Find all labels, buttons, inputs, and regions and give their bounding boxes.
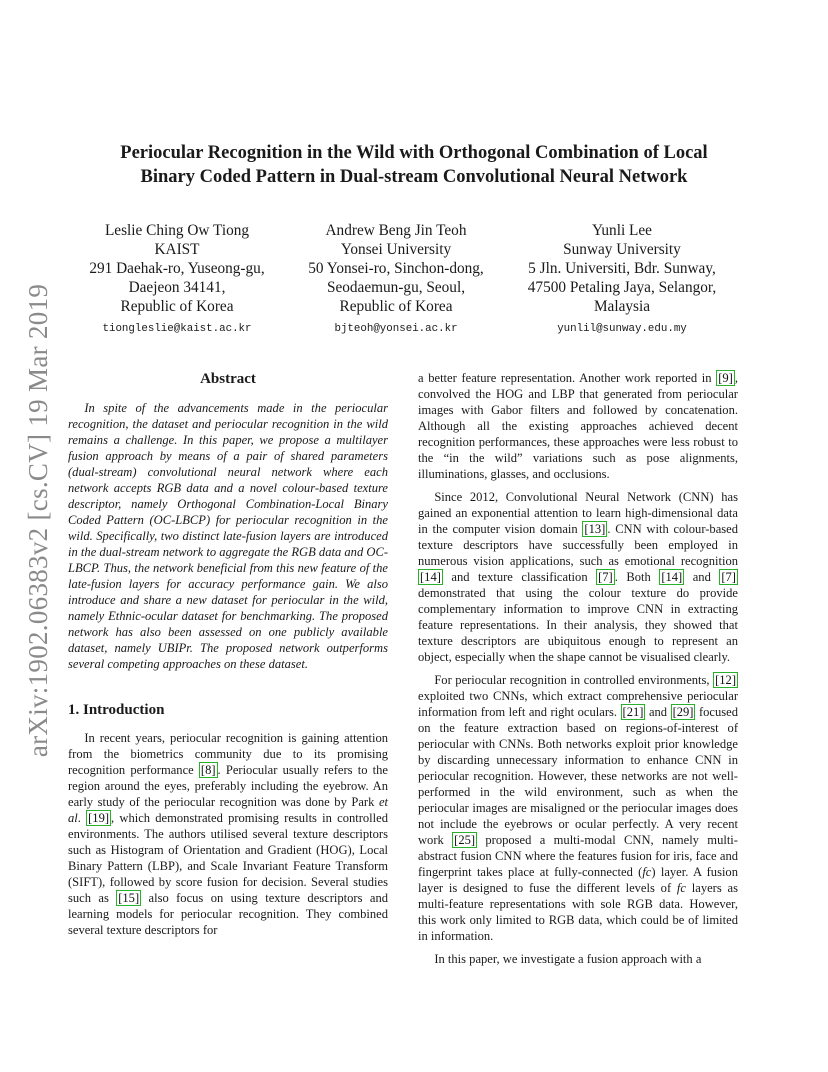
author-address: 291 Daehak-ro, Yuseong-gu, [89,260,265,277]
citation-link[interactable]: [19] [88,811,110,825]
body-paragraph: Since 2012, Convolutional Neural Network (CNN) has gained an exponential attention to learn high-dimensional data in the computer vision domain [13] . CNN with colour-based texture descriptors have successfully been employed in numerous vision applications, such as emotional recognition [14] and texture classification [7] . Both [14] and [7] demonstrated that using the colour texture do provide complementary information to improve CNN in extracting feature representations. In their analysis, they showed that texture descriptors are ubiquitous enough to represent an object, especially when the shape cannot be visualised clearly. [418,490,738,664]
author-address: 5 Jln. Universiti, Bdr. Sunway, [528,260,716,277]
author-affiliation: Yonsei University [340,241,452,258]
arxiv-id: arXiv:1902.06383v2 [cs.CV] 19 Mar 2019 [23,283,54,757]
citation-link[interactable]: [25] [454,833,476,847]
citation-link[interactable]: [13] [584,522,606,536]
abstract-heading: Abstract [200,371,256,387]
citation-link[interactable]: [7] [721,570,736,584]
body-paragraph: For periocular recognition in controlled environments, [12] exploited two CNNs, which extract comprehensive periocular information from left and right oculars. [21] and [29] focused on the feature extraction based on regions-of-interest of periocular with CNNs. Both networks exploit prior knowledge by discarding unnecessary information to enhance CNN in periocular recognition. However, these networks are not well-performed in the wild environment, such as when the periocular images are misaligned or the periocular images does not include the eyebrows or ocular perfectly. A very recent work [25] proposed a multi-modal CNN, namely multi-abstract fusion CNN where the features fusion for iris, face and fingerprint takes place at fully-connected (fc) layer. A fusion layer is designed to fuse the different levels of fc layers as multi-feature representations with sole RGB data. However, this work only limited to RGB data, which could be of limited in information. [418,673,739,943]
author-address: 47500 Petaling Jaya, Selangor, [527,279,717,296]
citation-link[interactable]: [14] [420,570,441,584]
author-address: Malaysia [593,298,651,315]
author-address: Daejeon 34141, [128,279,226,296]
author-block [276,221,516,336]
intro-paragraph: In recent years, periocular recognition is gaining attention from the biometrics community due to its promising recognition performance [8] . Periocular usually refers to the region around the eyes, preferably including the eyebrow. An early study of the periocular recognition was done by Park et al. [19] , which demonstrated promising results in controlled environments. The authors utilised several texture descriptors such as Histogram of Orientation and Gradient (HOG), Local Binary Pattern (LBP), and Scale Invariant Feature Transform (SIFT), followed by score fusion for decision. Several studies such as [15] also focus on using texture descriptors and learning models for periocular recognition. They combined several texture descriptors for [68,731,388,937]
arxiv-watermark [22,280,56,760]
citation-link[interactable]: [29] [672,705,694,719]
author-email: bjteoh@yonsei.ac.kr [334,323,458,335]
section-heading-introduction: 1. Introduction [68,702,165,718]
author-block [57,221,297,336]
author-email: yunlil@sunway.edu.my [557,323,687,335]
citation-link[interactable]: [21] [622,705,644,719]
author-name: Leslie Ching Ow Tiong [104,222,250,239]
title-line: Periocular Recognition in the Wild with Orthogonal Combination of Local [120,143,708,163]
right-column [418,370,738,967]
author-address: 50 Yonsei-ro, Sinchon-dong, [308,260,484,277]
title-line: Binary Coded Pattern in Dual-stream Convolutional Neural Network [140,167,688,187]
author-address: Republic of Korea [120,298,234,315]
paper-title [70,141,758,189]
left-column [68,370,388,938]
author-affiliation: Sunway University [563,241,681,258]
citation-link[interactable]: [14] [661,570,683,584]
citation-link[interactable]: [15] [118,891,140,905]
citation-link[interactable]: [8] [200,763,216,777]
citation-link[interactable]: [7] [598,570,613,584]
author-address: Republic of Korea [339,298,453,315]
citation-link[interactable]: [9] [718,371,733,385]
citation-link[interactable]: [12] [715,673,736,687]
author-block [502,221,742,336]
author-address: Seodaemun-gu, Seoul, [326,279,466,296]
body-paragraph: a better feature representation. Another work reported in [9] , convolved the HOG and LBP that generated from periocular images with Gabor filters and followed by concatenation. Although all the existing approaches achieved decent recognition performances, these approaches were less robust to the “in the wild” variations such as pose alignments, illuminations, glasses, and occlusions. [418,371,738,481]
author-name: Andrew Beng Jin Teoh [325,222,467,239]
author-affiliation: KAIST [154,241,200,258]
author-email: tiongleslie@kaist.ac.kr [102,323,252,335]
author-name: Yunli Lee [592,222,652,239]
abstract-text: In spite of the advancements made in the periocular recognition, the dataset and periocular recognition in the wild remains a challenge. In this paper, we propose a multilayer fusion approach by means of a pair of shared parameters (dual-stream) convolutional neural network where each network accepts RGB data and a novel colour-based texture descriptor, namely Orthogonal Combination-Local Binary Coded Pattern (OC-LBCP) for periocular recognition in the wild. Specifically, two distinct late-fusion layers are introduced in the dual-stream network to aggregate the RGB data and OC-LBCP. Thus, the network beneficial from this new feature of the late-fusion layers for accuracy performance gain. We also introduce and share a new dataset for periocular in the wild, namely Ethnic-ocular dataset for benchmarking. The proposed network has also been assessed on one publicly available dataset, namely UBIPr. The proposed network outperforms several competing approaches on these dataset. [68,401,388,671]
body-paragraph: In this paper, we investigate a fusion approach with a [434,952,702,966]
